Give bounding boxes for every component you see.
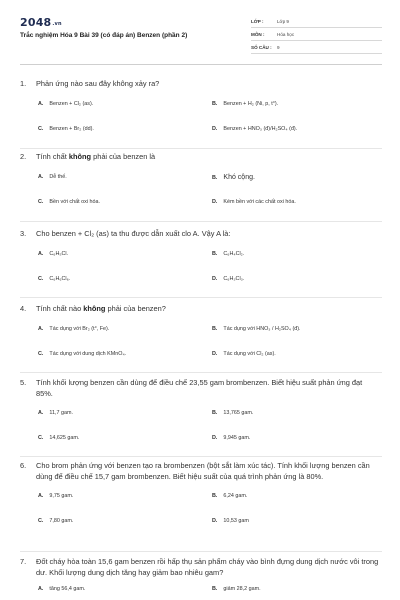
question-1	[20, 79, 380, 137]
meta-value: Hóa học	[277, 32, 295, 37]
question-divider	[20, 148, 382, 149]
question-stem	[20, 557, 380, 578]
option-text: C₆H₃Cl₃.	[223, 275, 245, 282]
question-text: Đốt cháy hòa toàn 15,6 gam benzen rồi hấp thụ sản phẩm cháy vào bình đựng dung dịch nước vôi trong dư. Khối lượng dung dịch tăng hay giảm bao nhiêu gam?	[36, 557, 379, 577]
option-a[interactable]	[38, 586, 85, 592]
document-title: Trắc nghiệm Hóa 9 Bài 39 (có đáp án) Benzen (phần 2)	[20, 32, 188, 39]
option-letter: D.	[212, 125, 218, 132]
option-text: 11,7 gam.	[49, 410, 73, 416]
question-divider	[20, 551, 382, 552]
logo-text: 2048	[20, 16, 52, 29]
option-letter: A.	[38, 586, 44, 592]
option-b[interactable]	[212, 410, 253, 416]
option-group	[20, 493, 380, 529]
option-text: tăng 56,4 gam.	[49, 586, 86, 592]
question-text: Tính khối lượng benzen cần dùng để điều chế 23,55 gam brombenzen. Biết hiệu suất phản ứng đạt 85%.	[36, 378, 363, 398]
option-letter: D.	[212, 435, 218, 441]
option-text: Benzen + Cl₂ (as).	[49, 100, 94, 107]
option-b[interactable]	[212, 493, 247, 499]
question-3	[20, 229, 380, 287]
option-a[interactable]	[38, 101, 93, 107]
option-letter: C.	[38, 275, 44, 282]
option-text: C₆H₄Cl₂.	[223, 250, 245, 257]
question-number: 3.	[20, 229, 27, 238]
option-letter: B.	[212, 410, 218, 416]
option-text: giảm 28,2 gam.	[223, 586, 261, 592]
option-letter: C.	[38, 198, 44, 205]
option-group	[20, 410, 380, 446]
option-text: Bền với chất oxi hóa.	[49, 198, 100, 205]
option-c[interactable]	[38, 518, 73, 524]
option-c[interactable]	[38, 351, 126, 357]
question-divider	[20, 221, 382, 222]
question-text-pre: Tính chất	[36, 152, 69, 161]
meta-value: 9	[277, 45, 280, 50]
question-text: Cho brom phản ứng với benzen tạo ra brombenzen (bột sắt làm xúc tác). Tính khối lượng benzen cần dùng để điều chế 15,7 gam brombenzen. Biết hiệu suất của quá trình phản ứng là 80%.	[36, 461, 370, 481]
meta-row-subject	[251, 29, 382, 41]
option-a[interactable]	[38, 251, 68, 257]
option-c[interactable]	[38, 126, 94, 132]
question-stem	[20, 304, 380, 315]
option-d[interactable]	[212, 351, 276, 357]
option-text: 9,945 gam.	[223, 435, 251, 441]
question-7	[20, 557, 380, 600]
option-a[interactable]	[38, 174, 67, 180]
meta-info	[251, 16, 382, 55]
option-text: 9,75 gam.	[49, 493, 74, 499]
option-text: 10,53 gam	[223, 518, 249, 524]
question-text-post: phải của benzen là	[91, 152, 156, 161]
meta-value: Lớp 9	[277, 19, 289, 24]
question-stem	[20, 152, 380, 163]
meta-key: SỐ CÂU :	[251, 45, 272, 50]
option-text: 6,24 gam.	[223, 493, 248, 499]
option-letter: B.	[212, 174, 218, 181]
option-text: Benzen + HNO₃ (đ)/H₂SO₄ (đ).	[223, 125, 298, 132]
option-text: Dễ thế.	[49, 173, 67, 180]
option-text: Benzen + H₂ (Ni, p, t°).	[223, 100, 279, 107]
option-d[interactable]	[212, 276, 244, 282]
option-group	[20, 101, 380, 137]
option-text: 13,765 gam.	[223, 410, 254, 416]
meta-key: LỚP :	[251, 19, 264, 24]
option-d[interactable]	[212, 126, 297, 132]
option-group	[20, 174, 380, 210]
question-text-post: phải của benzen?	[105, 304, 166, 313]
site-logo[interactable]	[20, 16, 62, 29]
question-number: 4.	[20, 304, 27, 313]
option-a[interactable]	[38, 410, 73, 416]
option-b[interactable]	[212, 586, 261, 592]
question-stem	[20, 229, 380, 240]
option-d[interactable]	[212, 518, 249, 524]
option-text: Tác dụng với Br₂ (t°, Fe).	[49, 325, 110, 332]
option-letter: B.	[212, 325, 218, 332]
option-letter: B.	[212, 493, 218, 499]
option-letter: B.	[212, 100, 218, 107]
question-number: 1.	[20, 79, 27, 88]
option-b[interactable]	[212, 174, 255, 181]
meta-key: MÔN :	[251, 32, 265, 37]
option-c[interactable]	[38, 435, 79, 441]
question-stem	[20, 79, 380, 90]
option-text: Tác dụng với Cl₂ (as).	[223, 350, 276, 357]
option-letter: D.	[212, 275, 218, 282]
option-text: Tác dụng với HNO₃ / H₂SO₄ (đ).	[223, 325, 301, 332]
question-stem	[20, 378, 380, 399]
option-letter: B.	[212, 586, 218, 592]
option-letter: C.	[38, 435, 44, 441]
option-text: C₆H₆Cl₆.	[49, 275, 71, 282]
question-divider	[20, 456, 382, 457]
option-letter: C.	[38, 350, 44, 357]
option-group	[20, 326, 380, 362]
option-letter: A.	[38, 493, 44, 499]
option-text: Benzen + Br₂ (dd).	[49, 125, 94, 132]
option-text: Khó cộng.	[223, 173, 255, 181]
option-text: C₆H₅Cl.	[49, 250, 69, 257]
option-b[interactable]	[212, 101, 278, 107]
option-text: 14,625 gam.	[49, 435, 80, 441]
logo-suffix: .vn	[52, 21, 62, 27]
question-text: Cho benzen + Cl₂ (as) ta thu được dẫn xuất clo A. Vậy A là:	[36, 229, 231, 238]
question-divider	[20, 297, 382, 298]
question-number: 2.	[20, 152, 27, 161]
option-d[interactable]	[212, 199, 296, 205]
option-text: Kém bền với các chất oxi hóa.	[223, 198, 296, 205]
question-4	[20, 304, 380, 362]
option-a[interactable]	[38, 493, 73, 499]
question-text: Phản ứng nào sau đây không xảy ra?	[36, 79, 160, 88]
option-letter: D.	[212, 518, 218, 524]
option-letter: B.	[212, 250, 218, 257]
option-c[interactable]	[38, 276, 70, 282]
option-letter: C.	[38, 518, 44, 524]
question-emphasis: không	[68, 152, 92, 161]
option-letter: A.	[38, 100, 44, 107]
option-letter: D.	[212, 350, 218, 357]
option-b[interactable]	[212, 326, 301, 332]
option-group	[20, 251, 380, 287]
option-group	[20, 586, 380, 600]
option-d[interactable]	[212, 435, 250, 441]
option-letter: C.	[38, 125, 44, 132]
question-text-pre: Tính chất nào	[36, 304, 84, 313]
question-number: 7.	[20, 557, 27, 566]
option-letter: A.	[38, 250, 44, 257]
meta-row-count	[251, 42, 382, 54]
question-stem	[20, 461, 380, 482]
option-letter: A.	[38, 173, 44, 180]
option-c[interactable]	[38, 199, 100, 205]
question-number: 6.	[20, 461, 27, 470]
question-2	[20, 152, 380, 210]
question-number: 5.	[20, 378, 27, 387]
option-b[interactable]	[212, 251, 244, 257]
header-divider	[20, 64, 382, 65]
option-letter: A.	[38, 410, 44, 416]
question-emphasis: không	[83, 304, 106, 313]
question-6	[20, 461, 380, 529]
option-text: 7,80 gam.	[49, 518, 74, 524]
question-divider	[20, 372, 382, 373]
option-letter: D.	[212, 198, 218, 205]
option-a[interactable]	[38, 326, 109, 332]
document-header	[20, 16, 382, 62]
option-letter: A.	[38, 325, 44, 332]
option-text: Tác dụng với dung dịch KMnO₄.	[49, 350, 127, 357]
meta-row-class	[251, 16, 382, 28]
question-5	[20, 378, 380, 446]
